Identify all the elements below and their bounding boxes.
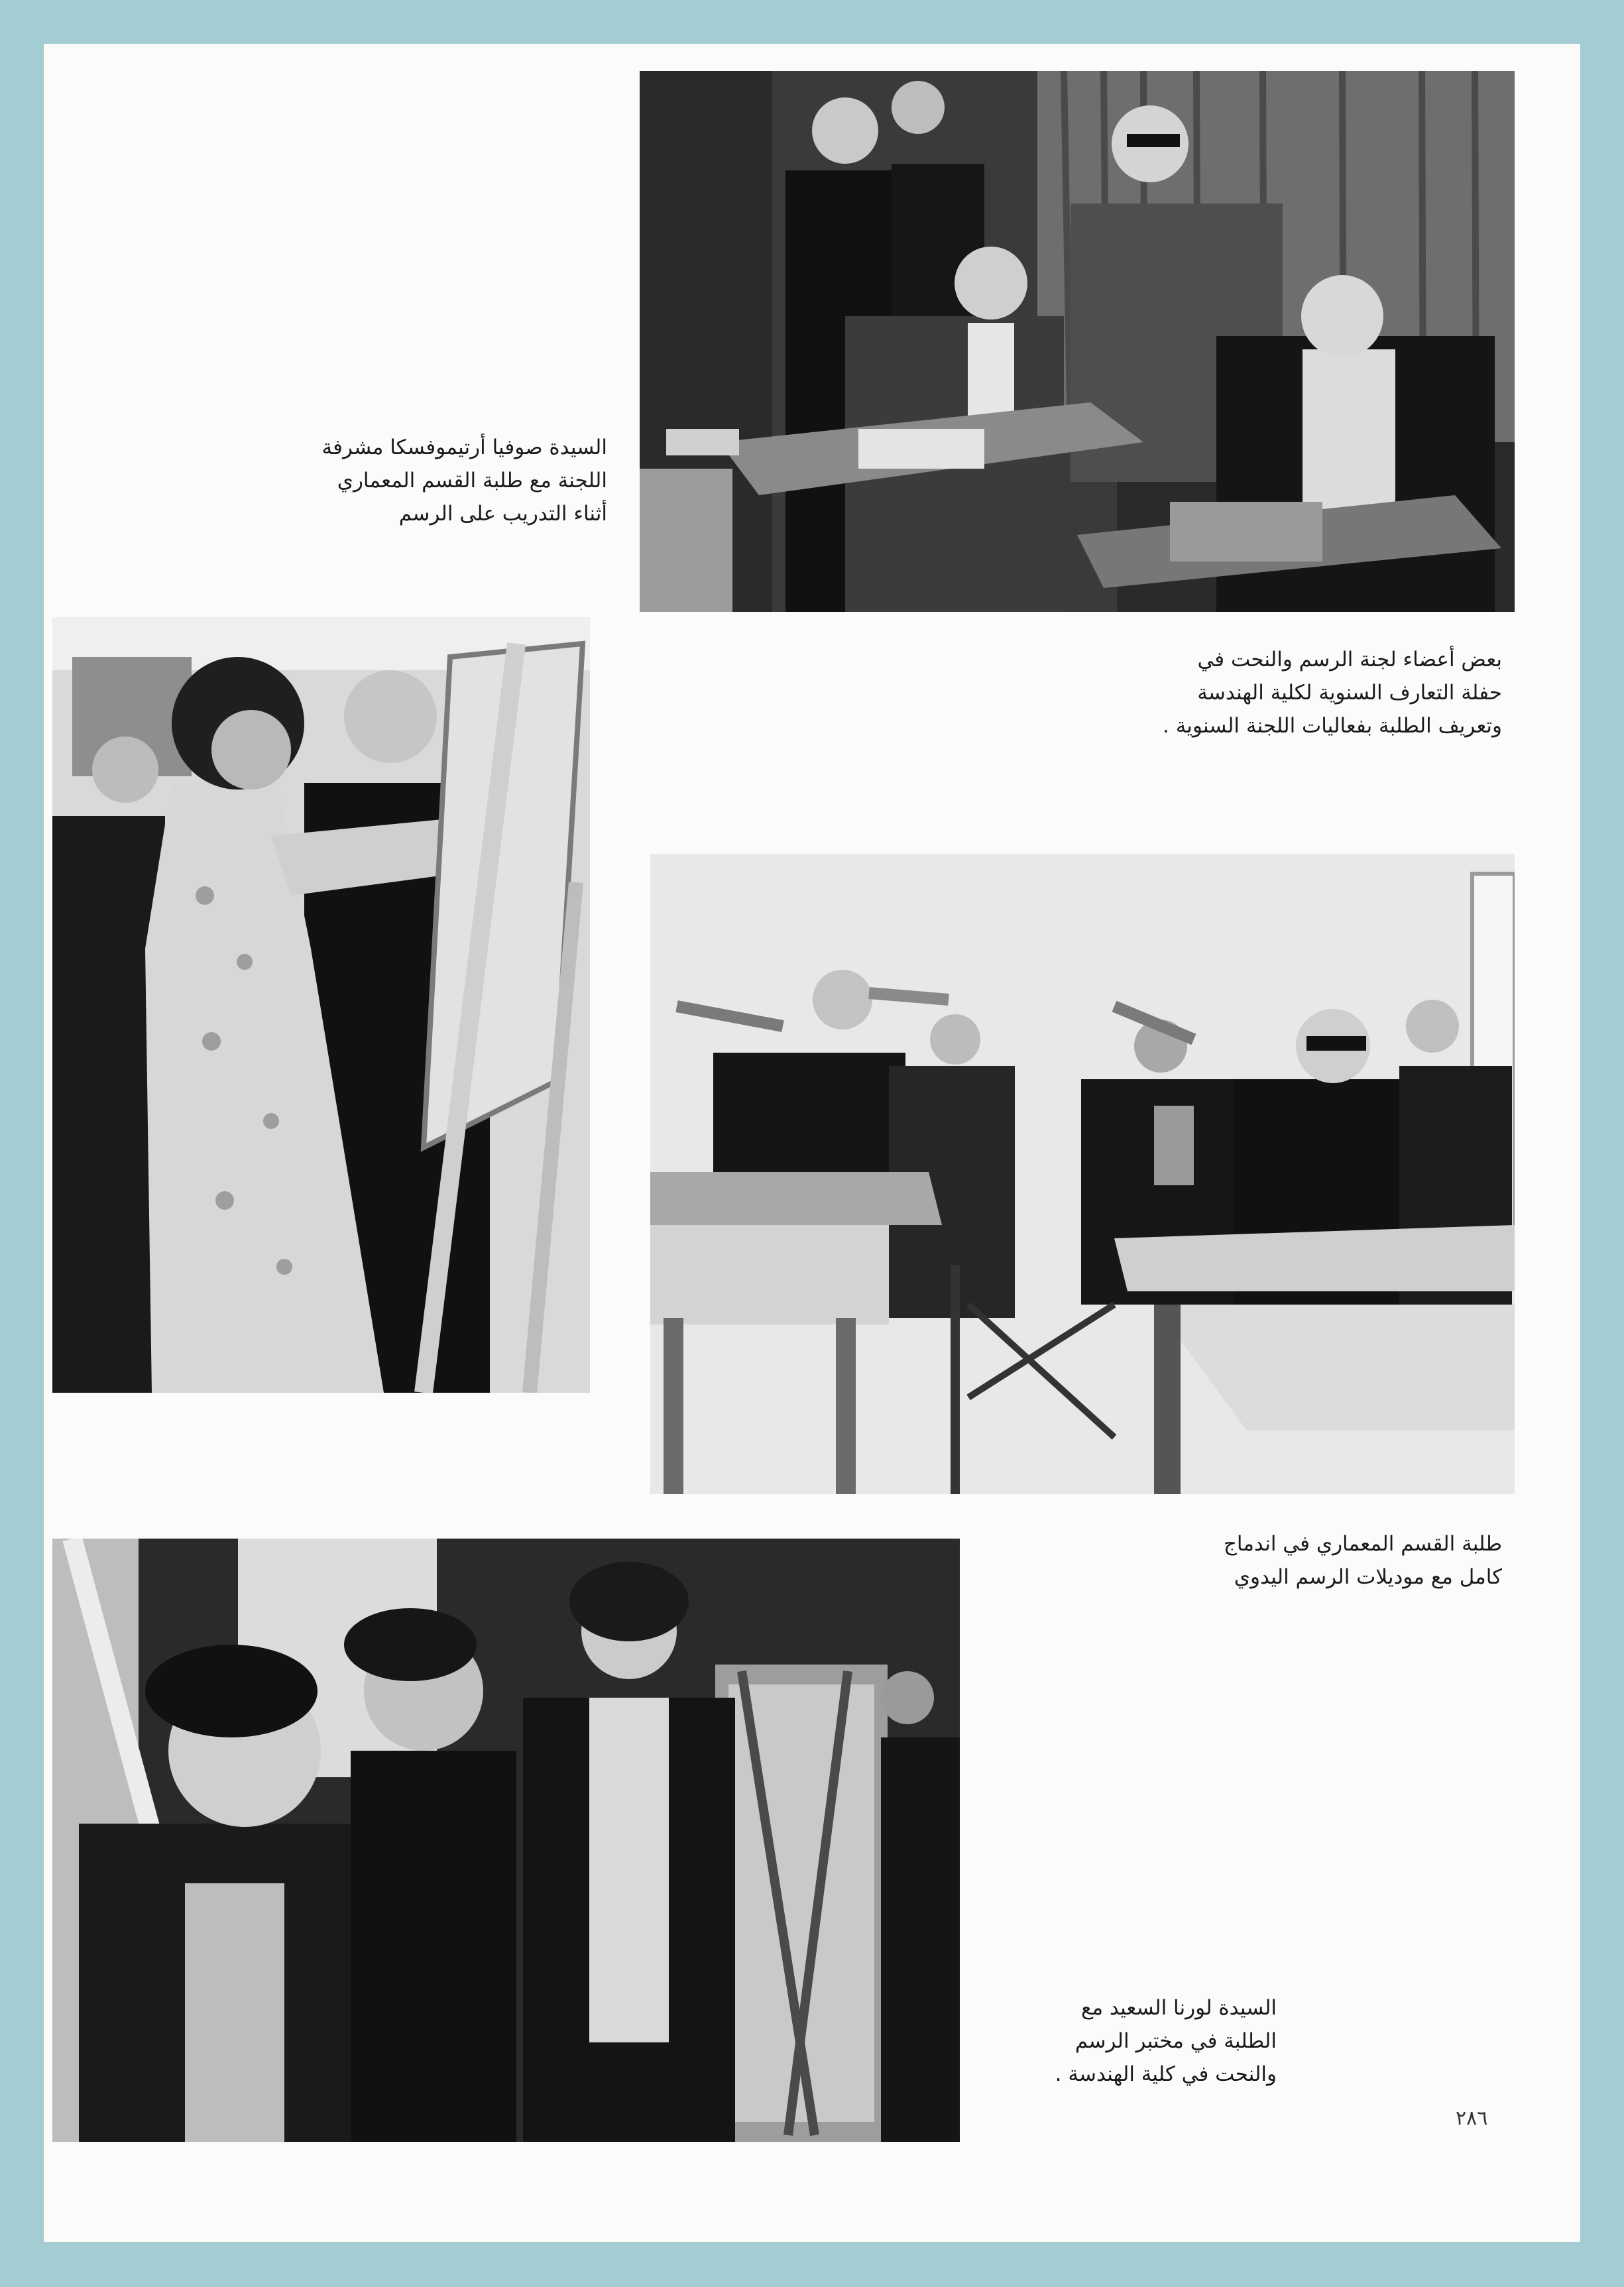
caption-students (1157, 1527, 1502, 1594)
caption-line: السيدة لورنا السعيد مع (1080, 1996, 1277, 2020)
photo-committee-members (640, 71, 1515, 612)
caption-line: حفلة التعارف السنوية لكلية الهندسة (1197, 681, 1502, 705)
photo-drawing-lab (52, 1539, 960, 2142)
caption-line: بعض أعضاء لجنة الرسم والنحت في (1197, 648, 1502, 672)
caption-line: الطلبة في مختبر الرسم (1074, 2029, 1277, 2054)
caption-lorna (985, 1991, 1277, 2091)
caption-line: كامل مع موديلات الرسم اليدوي (1234, 1565, 1502, 1590)
book-page (44, 44, 1580, 2242)
caption-line: وتعريف الطلبة بفعاليات اللجنة السنوية . (1163, 714, 1502, 738)
page-number: ٢٨٦ (1456, 2107, 1488, 2130)
photo-students-drafting (650, 854, 1515, 1494)
caption-sofia (296, 431, 607, 531)
caption-line: طلبة القسم المعماري في اندماج (1223, 1532, 1502, 1556)
caption-line: السيدة صوفيا أرتيموفسكا مشرفة (321, 436, 607, 459)
photo-drawing-training (52, 617, 590, 1393)
caption-line: والنحت في كلية الهندسة . (1055, 2062, 1277, 2087)
caption-line: أثناء التدريب على الرسم (398, 502, 607, 526)
caption-committee (1078, 643, 1502, 743)
caption-line: اللجنة مع طلبة القسم المعماري (337, 469, 607, 493)
